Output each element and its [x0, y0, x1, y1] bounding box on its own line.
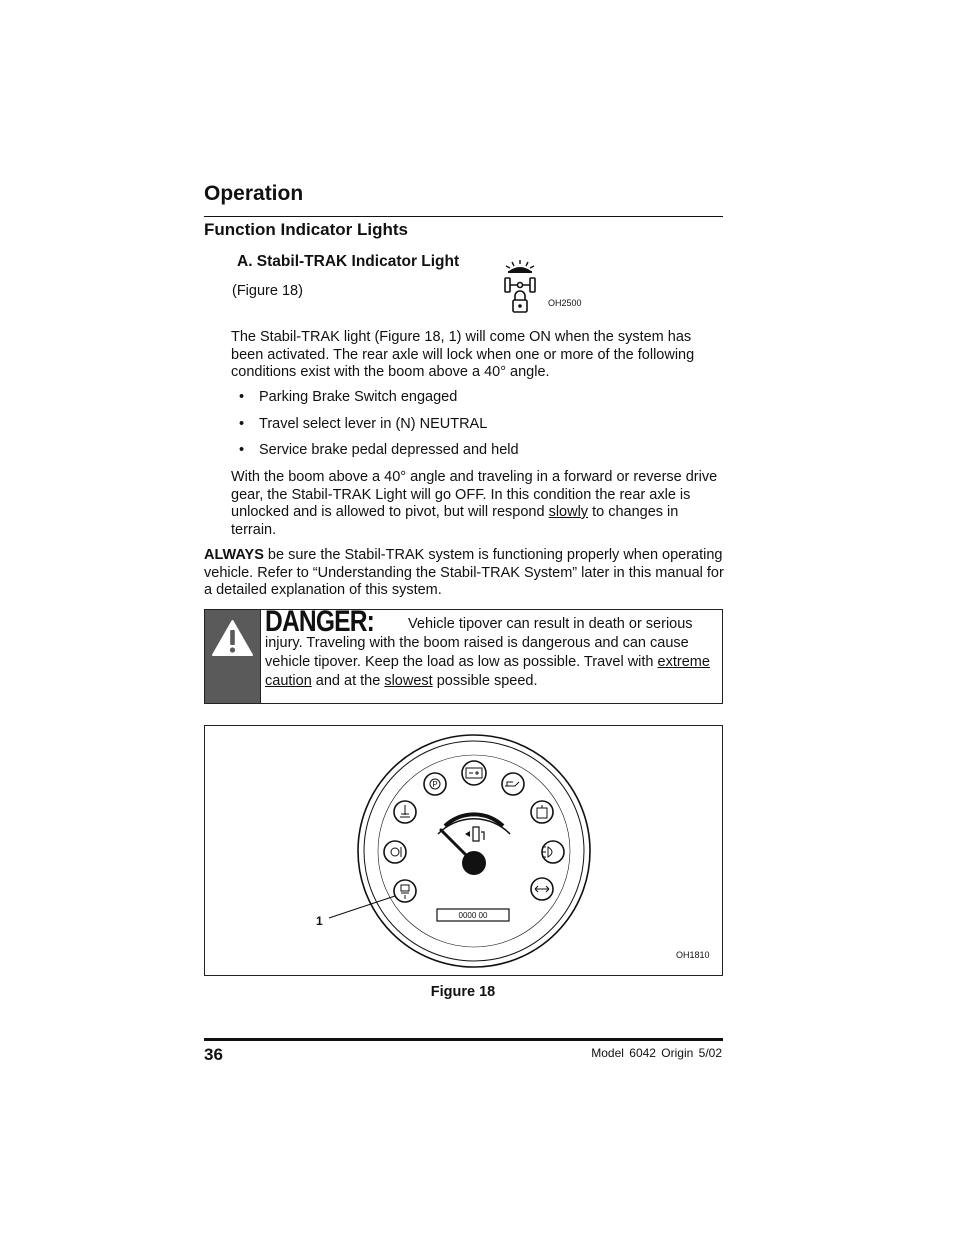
section-title: Operation	[204, 182, 304, 205]
list-item: • Parking Brake Switch engaged	[239, 389, 458, 405]
footer-rule	[204, 1038, 723, 1041]
model-origin: Model 6042 Origin 5/02	[591, 1046, 722, 1060]
icon-code: OH2500	[548, 298, 582, 308]
figure-caption: Figure 18	[430, 984, 496, 1000]
list-item: • Service brake pedal depressed and held	[239, 442, 519, 458]
danger-sidebar	[205, 610, 261, 703]
figure-code: OH1810	[676, 950, 710, 960]
hour-meter-readout: 0000 00	[458, 911, 488, 920]
list-item-text: Parking Brake Switch engaged	[259, 389, 458, 405]
danger-word: DANGER:	[265, 605, 375, 638]
header-rule	[204, 216, 723, 217]
paragraph-boom: With the boom above a 40° angle and traveling in a forward or reverse drive gear, the Stabil-TRAK Light will go OFF. In this condition the rear axle is unlocked and is allowed to pivot, but will respond slowly to changes in terrain.	[231, 469, 718, 538]
list-item-text: Travel select lever in (N) NEUTRAL	[259, 415, 488, 432]
transmission-temp-indicator	[384, 841, 406, 863]
callout-1: 1	[316, 914, 323, 928]
subsection-title: Function Indicator Lights	[204, 220, 408, 239]
item-title: A. Stabil-TRAK Indicator Light	[237, 253, 460, 270]
conditions-list	[231, 389, 711, 469]
warning-triangle-icon	[205, 610, 260, 670]
danger-box	[204, 605, 723, 704]
figure-reference: (Figure 18)	[232, 283, 303, 299]
hydraulic-temp-indicator	[531, 801, 553, 823]
page-number: 36	[204, 1045, 223, 1064]
list-item: • Travel select lever in (N) NEUTRAL	[239, 415, 488, 432]
instrument-gauge-illustration	[205, 726, 722, 975]
paragraph-always: ALWAYS be sure the Stabil-TRAK system is functioning properly when operating vehicle. Refer to “Understanding the Stabil-TRAK System” later in this manual for a detailed explanation of this system.	[204, 547, 724, 598]
oil-pressure-indicator	[502, 773, 524, 795]
paragraph-intro: The Stabil-TRAK light (Figure 18, 1) will come ON when the system has been activated. The rear axle will lock when one or more of the following conditions exist with the boom above a 40° angle.	[231, 329, 695, 380]
list-item-text: Service brake pedal depressed and held	[259, 442, 519, 458]
stabil-trak-icon	[500, 258, 540, 318]
figure-18-box	[204, 725, 723, 976]
danger-text: DANGER: Vehicle tipover can result in death or serious injury. Traveling with the boom raised is dangerous and can cause vehicle tipover. Keep the load as low as possible. Travel with extreme caution and at the slowest possible speed.	[265, 605, 710, 689]
svg-text:P: P	[432, 780, 438, 789]
